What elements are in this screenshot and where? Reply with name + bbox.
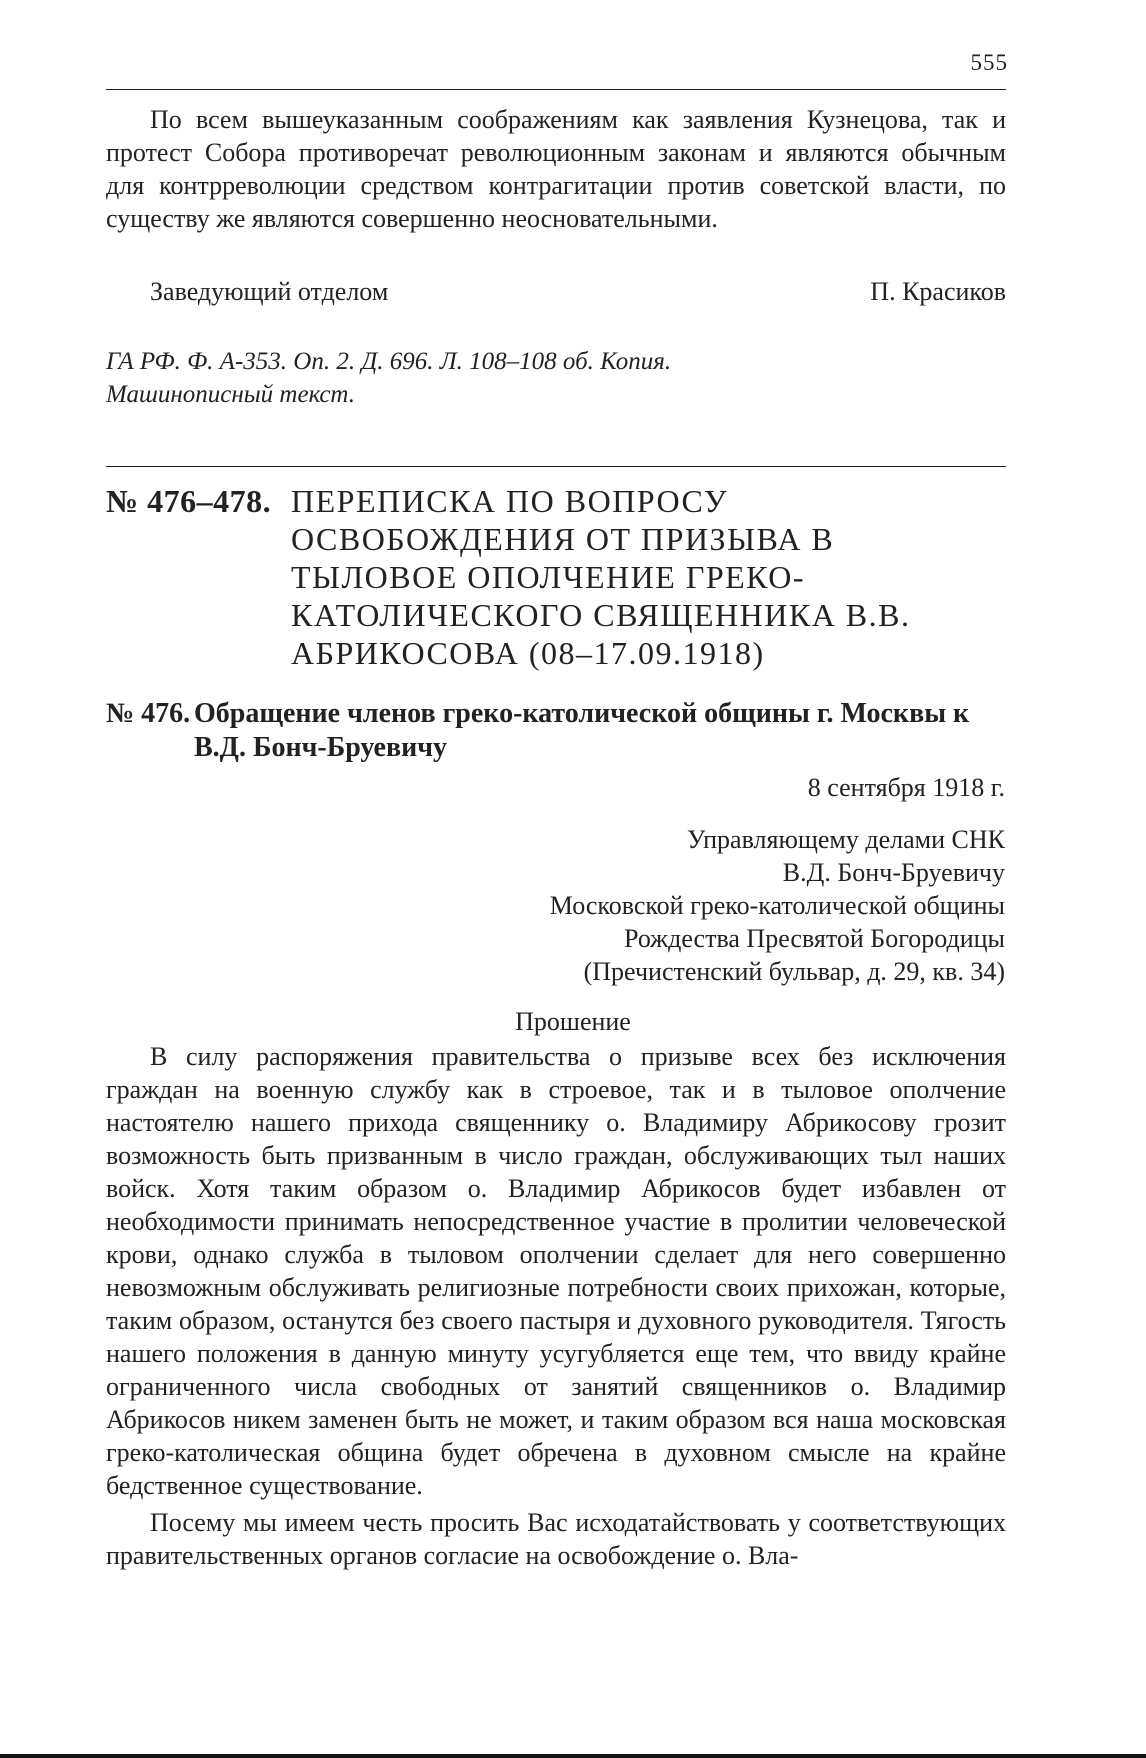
signature-position: Заведующий отделом [150,277,389,306]
archive-source-line1: ГА РФ. Ф. А-353. Оп. 2. Д. 696. Л. 108–108 об. Копия. [106,348,672,375]
document-date: 8 сентября 1918 г. [807,773,1005,802]
scan-edge-bar [0,1754,1146,1758]
petition-paragraph-2: Посему мы имеем честь просить Вас исходатайствовать у соответствующих правительственных органов согласие на освобождение о. Вла- [106,1508,1006,1570]
section-number: № 476–478. [106,483,272,519]
page-number: 555 [970,50,1008,75]
signature-name: П. Красиков [870,277,1006,306]
addressee-block [550,823,1005,988]
intro-paragraph-text: По всем вышеуказанным соображениям как заявления Кузнецова, так и протест Собора противоречат революционным законам и являются обычным для контрреволюции средством контрагитации против советской власти, по существу же являются совершенно неосновательными. [106,105,1006,233]
address-line: Управляющему делами СНК [687,825,1005,854]
address-line: В.Д. Бонч-Бруевичу [782,858,1005,887]
address-line: Рождества Пресвятой Богородицы [624,924,1005,953]
header-rule [106,89,1006,90]
address-line: (Пречистенский бульвар, д. 29, кв. 34) [583,957,1005,986]
petition-title: Прошение [515,1007,631,1036]
archive-source-line2: Машинописный текст. [106,381,356,408]
intro-paragraph [106,103,1006,235]
section-rule [106,466,1006,467]
section-heading [106,482,1006,672]
archive-source [106,345,671,411]
document-heading [106,697,1006,765]
document-number: № 476. [106,698,191,729]
document-title: Обращение членов греко-католической общины г. Москвы к В.Д. Бонч-Бруевичу [194,698,970,763]
petition-paragraph-1: В силу распоряжения правительства о призыве всех без исключения граждан на военную службу как в строевое, так и в тыловое ополчение настоятелю нашего прихода священнику о. Владимиру Абрикосову грозит возможность быть призванным в число граждан, обслуживающих тыл наших войск. Хотя таким образом о. Владимир Абрикосов будет избавлен от необходимости принимать непосредственное участие в пролитии человеческой крови, однако служба в тыловом ополчении сделает для него совершенно невозможным обслуживать религиозные потребности своих прихожан, которые, таким образом, останутся без своего пастыря и духовного руководителя. Тягость нашего положения в данную минуту усугубляется еще тем, что ввиду крайне ограниченного числа свободных от занятий священников о. Владимир Абрикосов никем заменен быть не может, и таким образом вся наша московская греко-католическая община будет обречена в духовном смысле на крайне бедственное существование. [106,1042,1006,1500]
section-title: ПЕРЕПИСКА ПО ВОПРОСУ ОСВОБОЖДЕНИЯ ОТ ПРИЗЫВА В ТЫЛОВОЕ ОПОЛЧЕНИЕ ГРЕКО-КАТОЛИЧЕСКОГО СВЯЩЕННИКА В.В. АБРИКОСОВА (08–17.09.1918) [291,483,911,671]
petition-body [106,1040,1006,1572]
signature-line [150,277,1006,307]
address-line: Московской греко-католической общины [549,891,1005,920]
